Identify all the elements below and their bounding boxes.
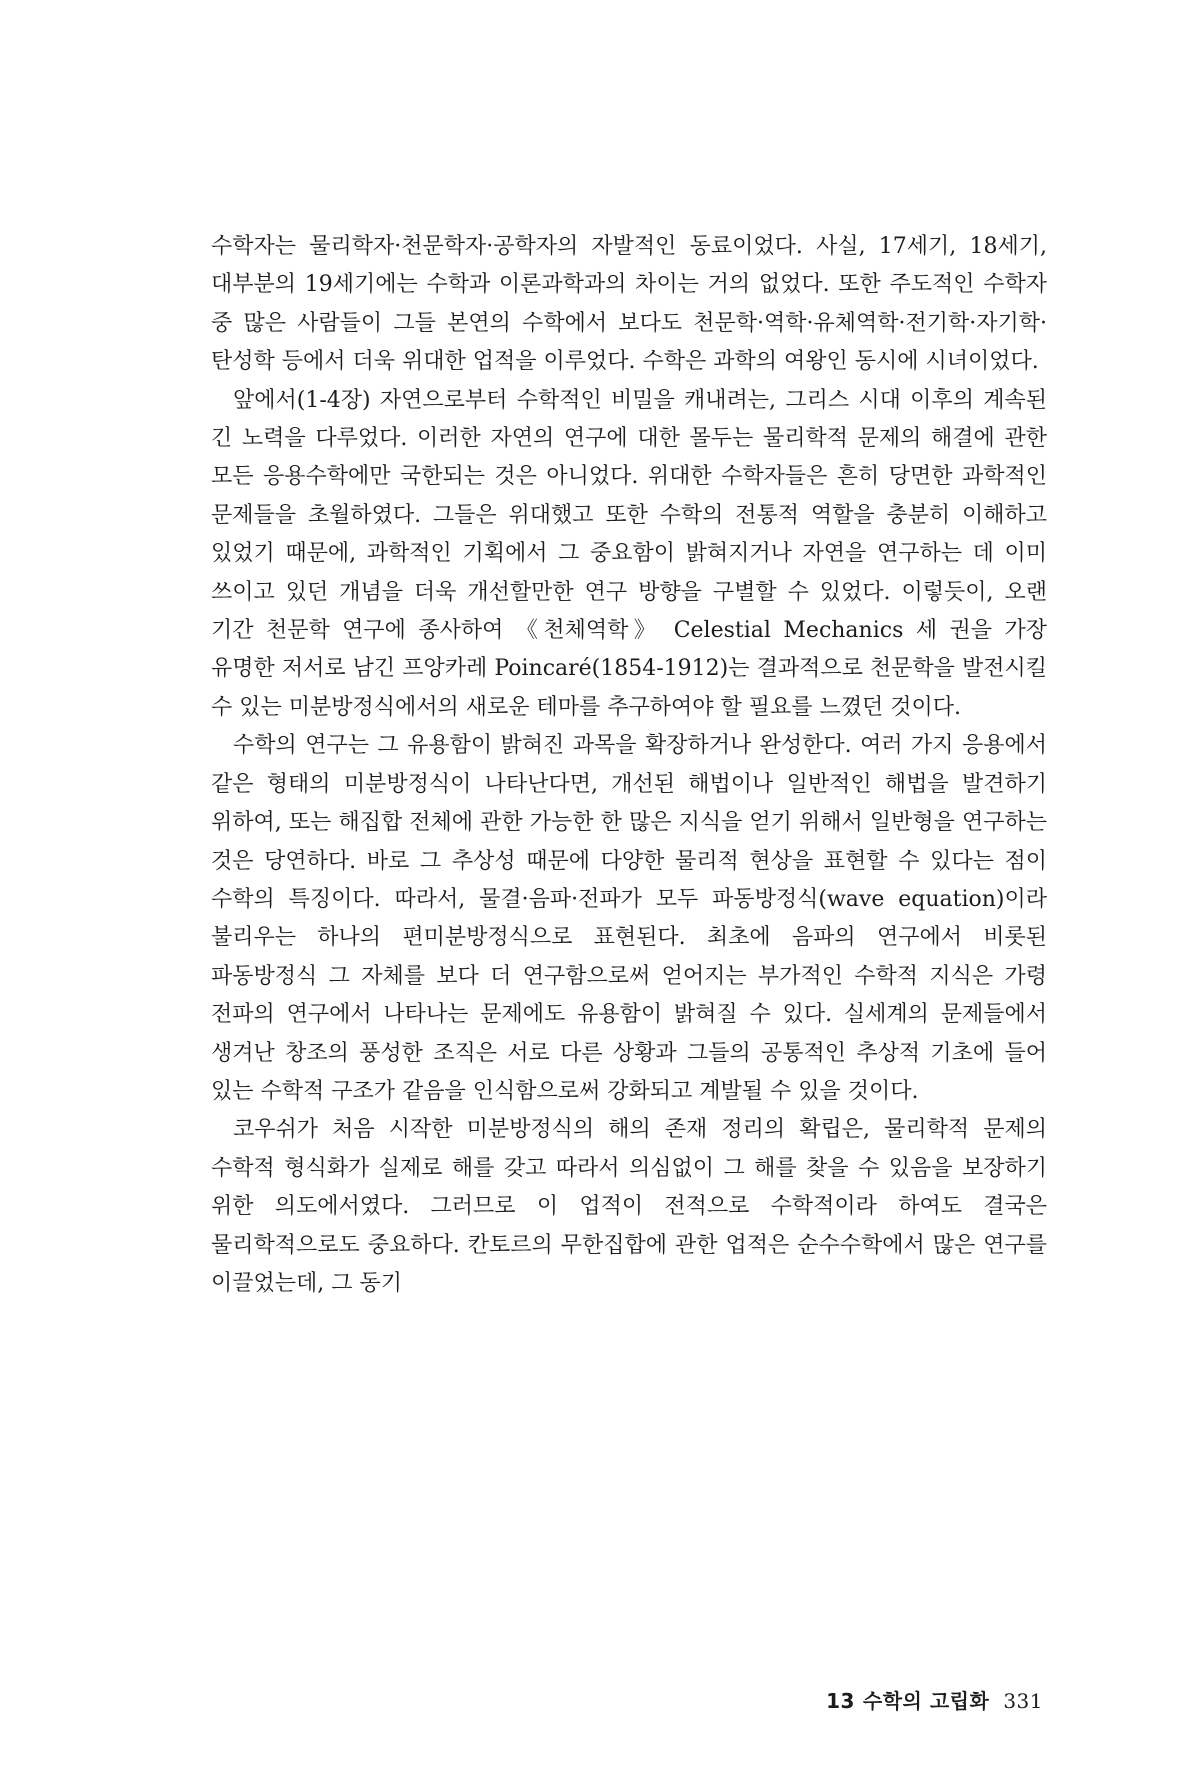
chapter-title: 수학의 고립화: [862, 1689, 990, 1713]
page-number: 331: [1003, 1689, 1043, 1713]
paragraph-4: 코우쉬가 처음 시작한 미분방정식의 해의 존재 정리의 확립은, 물리학적 문제의 수학적 형식화가 실제로 해를 갖고 따라서 의심없이 그 해를 찾을 수 있음을 보장하기 위한 의도에서였다. 그러므로 이 업적이 전적으로 수학적이라 하여도 결국은 물리학적으로도 중요하다. 칸토르의 무한집합에 관한 업적은 순수수학에서 많은 연구를 이끌었는데, 그 동기: [211, 1117, 1047, 1296]
chapter-number: 13: [826, 1689, 855, 1713]
body-text: [211, 228, 1047, 1303]
running-footer: [826, 1685, 1043, 1714]
paragraph-1: 수학자는 물리학자·천문학자·공학자의 자발적인 동료이었다. 사실, 17세기, 18세기, 대부분의 19세기에는 수학과 이론과학과의 차이는 거의 없었다. 또한 주도적인 수학자 중 많은 사람들이 그들 본연의 수학에서 보다도 천문학·역학·유체역학·전기학·자기학·탄성학 등에서 더욱 위대한 업적을 이루었다. 수학은 과학의 여왕인 동시에 시녀이었다.: [211, 234, 1047, 375]
paragraph-3: 수학의 연구는 그 유용함이 밝혀진 과목을 확장하거나 완성한다. 여러 가지 응용에서 같은 형태의 미분방정식이 나타난다면, 개선된 해법이나 일반적인 해법을 발견하기 위하여, 또는 해집합 전체에 관한 가능한 한 많은 지식을 얻기 위해서 일반형을 연구하는 것은 당연하다. 바로 그 추상성 때문에 다양한 물리적 현상을 표현할 수 있다는 점이 수학의 특징이다. 따라서, 물결·음파·전파가 모두 파동방정식(wave equation)이라 불리우는 하나의 편미분방정식으로 표현된다. 최초에 음파의 연구에서 비롯된 파동방정식 그 자체를 보다 더 연구함으로써 얻어지는 부가적인 수학적 지식은 가령 전파의 연구에서 나타나는 문제에도 유용함이 밝혀질 수 있다. 실세계의 문제들에서 생겨난 창조의 풍성한 조직은 서로 다른 상황과 그들의 공통적인 추상적 기초에 들어 있는 수학적 구조가 같음을 인식함으로써 강화되고 계발될 수 있을 것이다.: [211, 733, 1047, 1104]
paragraph-2: 앞에서(1-4장) 자연으로부터 수학적인 비밀을 캐내려는, 그리스 시대 이후의 계속된 긴 노력을 다루었다. 이러한 자연의 연구에 대한 몰두는 물리학적 문제의 해결에 관한 모든 응용수학에만 국한되는 것은 아니었다. 위대한 수학자들은 흔히 당면한 과학적인 문제들을 초월하였다. 그들은 위대했고 또한 수학의 전통적 역할을 충분히 이해하고 있었기 때문에, 과학적인 기획에서 그 중요함이 밝혀지거나 자연을 연구하는 데 이미 쓰이고 있던 개념을 더욱 개선할만한 연구 방향을 구별할 수 있었다. 이렇듯이, 오랜 기간 천문학 연구에 종사하여 《천체역학》 Celestial Mechanics 세 권을 가장 유명한 저서로 남긴 프앙카레 Poincaré(1854-1912)는 결과적으로 천문학을 발전시킬 수 있는 미분방정식에서의 새로운 테마를 추구하여야 할 필요를 느꼈던 것이다.: [211, 387, 1047, 720]
